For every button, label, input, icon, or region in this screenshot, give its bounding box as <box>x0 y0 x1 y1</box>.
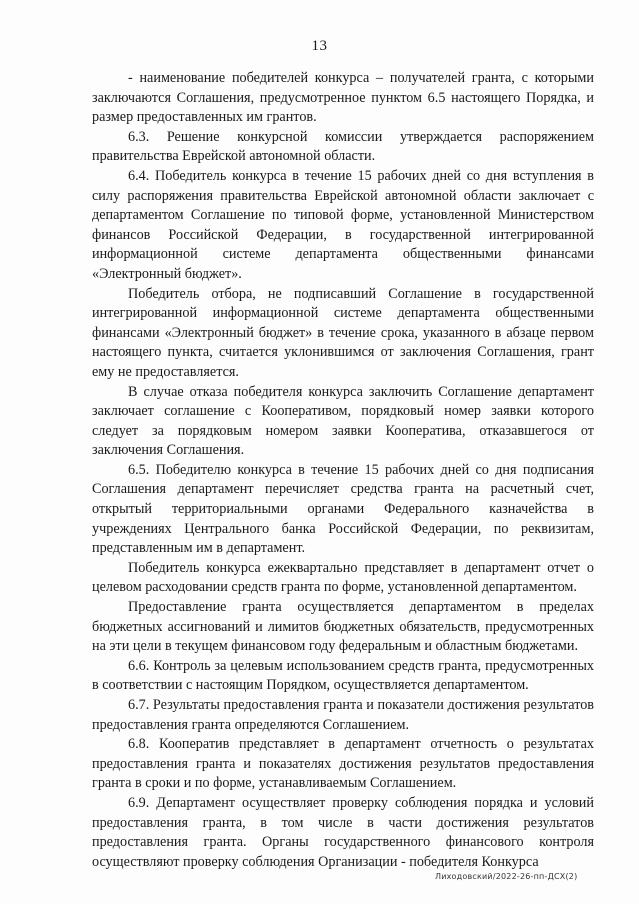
paragraph-6-4-refusal: Победитель отбора, не подписавший Соглашение в государственной интегрированной информационной системе департамента общественными финансами «Электронный бюджет» в течение срока, указанного в абзаце первом настоящего пункта, считается уклонившимся от заключения Соглашения, грант ему не предоставляется. <box>92 285 594 380</box>
paragraph-6-8: 6.8. Кооператив представляет в департамент отчетность о результатах предоставления гранта и показателях достижения результатов предоставления гранта в сроки и по форме, устанавливаемым Соглашением. <box>92 736 594 792</box>
paragraph-6-9: 6.9. Департамент осуществляет проверку соблюдения порядка и условий предоставления гранта, в том числе в части достижения результатов предоставления гранта. Органы государственного финансового контроля осуществляют проверку соблюдения Организации - победителя Конкурса <box>92 794 594 870</box>
paragraph-6-5-budget: Предоставление гранта осуществляется департаментом в пределах бюджетных ассигнований и лимитов бюджетных обязательств, предусмотренных на эти цели в текущем финансовом году федеральным и областным бюджетами. <box>92 599 594 655</box>
paragraph-6-5-report: Победитель конкурса ежеквартально представляет в департамент отчет о целевом расходовании средств гранта по форме, установленной департаментом. <box>92 559 594 596</box>
paragraph-6-3: 6.3. Решение конкурсной комиссии утверждается распоряжением правительства Еврейской автономной области. <box>92 128 594 165</box>
paragraph-6-6: 6.6. Контроль за целевым использованием средств гранта, предусмотренных в соответствии с настоящим Порядком, осуществляется департаментом. <box>92 657 594 694</box>
paragraph-recipients-list: - наименование победителей конкурса – получателей гранта, с которыми заключаются Соглашения, предусмотренное пунктом 6.5 настоящего Порядка, и размер предоставленных им грантов. <box>92 70 594 126</box>
document-body <box>92 69 594 872</box>
document-footer-code: Лиходовский/2022-26-пп-ДСХ(2) <box>435 872 578 881</box>
paragraph-6-7: 6.7. Результаты предоставления гранта и показатели достижения результатов предоставления гранта определяются Соглашением. <box>92 697 594 733</box>
paragraph-6-4-next-cooperative: В случае отказа победителя конкурса заключить Соглашение департамент заключает соглашение с Кооперативом, порядковый номер заявки которого следует за порядковым номером заявки Кооператива, отказавшегося от заключения Соглашения. <box>92 383 594 459</box>
page-number: 13 <box>311 38 328 54</box>
paragraph-6-4: 6.4. Победитель конкурса в течение 15 рабочих дней со дня вступления в силу распоряжения правительства Еврейской автономной области заключает с департаментом Соглашение по типовой форме, установленной Министерством финансов Российской Федерации, в государственной интегрированной информационной системе департамента общественными финансами «Электронный бюджет». <box>92 167 594 282</box>
paragraph-6-5: 6.5. Победителю конкурса в течение 15 рабочих дней со дня подписания Соглашения департамент перечисляет средства гранта на расчетный счет, открытый территориальными органами Федерального казначейства в учреждениях Центрального банка Российской Федерации, по реквизитам, представленным им в департамент. <box>92 461 594 557</box>
